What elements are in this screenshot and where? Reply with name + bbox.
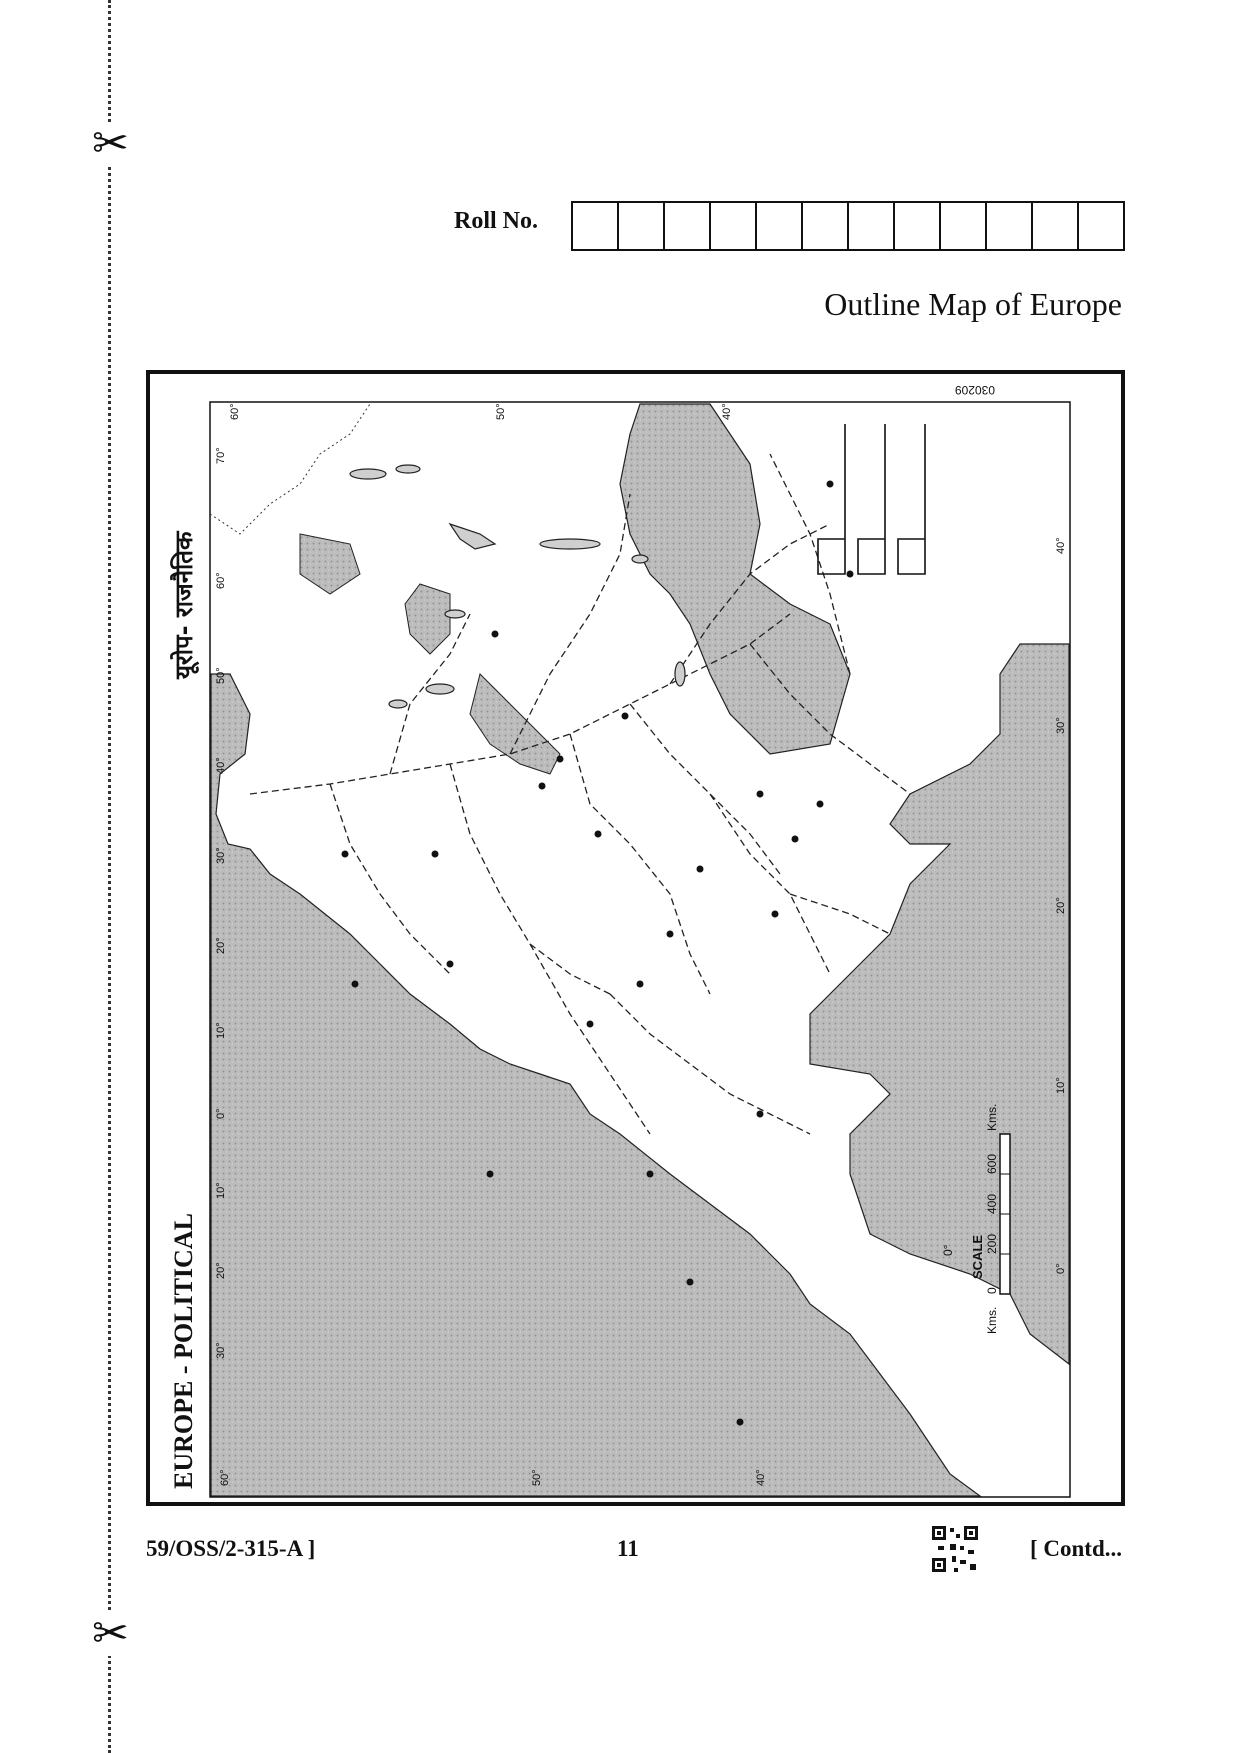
lat-label-left-20s: 20° [215,1262,227,1279]
lat-label-left-0: 0° [215,1108,227,1119]
roll-number-box[interactable] [1033,203,1079,249]
roll-number-box[interactable] [665,203,711,249]
lat-label-right-20: 20° [1055,897,1067,914]
roll-number-box[interactable] [619,203,665,249]
lon-label-bottom-50: 50° [531,1469,543,1486]
scale-label-end-unit: Kms. [985,1103,999,1131]
scale-label-start-unit: Kms. [985,1306,999,1334]
scale-tick-200: 200 [985,1233,999,1254]
paper-code: 59/OSS/2-315-A ] [146,1536,316,1561]
roll-number-boxes[interactable] [571,201,1125,251]
map-title-hindi: यूरोप- राजनैतिक [170,531,198,679]
outline-map-frame [146,370,1125,1506]
roll-number-box[interactable] [573,203,619,249]
lat-label-right-40: 40° [1055,537,1067,554]
scale-tick-0: 0 [985,1287,999,1294]
lon-label-top-40: 40° [721,403,733,420]
roll-number-box[interactable] [711,203,757,249]
scale-tick-400: 400 [985,1193,999,1214]
lat-label-left-40: 40° [215,757,227,774]
lon-label-bottom-40: 40° [755,1469,767,1486]
lon-label-top-50: 50° [495,403,507,420]
continued-label: [ Contd... [1029,1536,1122,1561]
lat-label-left-20: 20° [215,937,227,954]
scissors-icon-top: ✂ [92,118,129,169]
roll-number-box[interactable] [803,203,849,249]
meridian-zero-label: 0° [941,1244,955,1256]
lat-label-right-30: 30° [1055,717,1067,734]
roll-number-label: Roll No. [454,208,538,234]
lat-label-left-30: 30° [215,847,227,864]
cut-line [108,0,111,1753]
roll-number-box[interactable] [757,203,803,249]
map-title-english: EUROPE - POLITICAL [169,1213,198,1489]
lat-label-left-10s: 10° [215,1182,227,1199]
roll-number-box[interactable] [1079,203,1123,249]
page-title: Outline Map of Europe [824,286,1122,322]
lat-label-left-10: 10° [215,1022,227,1039]
europe-outline-map [150,374,1121,1502]
lat-label-left-50: 50° [215,667,227,684]
roll-number-box[interactable] [941,203,987,249]
qr-code-icon [930,1524,980,1574]
lon-label-top-60: 60° [229,403,241,420]
lat-label-left-60: 60° [215,572,227,589]
roll-number-box[interactable] [987,203,1033,249]
scale-bar [1000,1134,1010,1294]
lat-label-left-30s: 30° [215,1342,227,1359]
scale-title: SCALE [970,1234,985,1279]
roll-number-box[interactable] [849,203,895,249]
page-number: 11 [617,1536,639,1561]
lat-label-right-0: 0° [1055,1263,1067,1274]
scale-tick-600: 600 [985,1153,999,1174]
lat-label-right-10: 10° [1055,1077,1067,1094]
scissors-icon-bottom: ✂ [92,1608,129,1659]
roll-number-box[interactable] [895,203,941,249]
lat-label-left-70: 70° [215,447,227,464]
map-code: 030209 [954,383,995,397]
lon-label-bottom-60: 60° [219,1469,231,1486]
